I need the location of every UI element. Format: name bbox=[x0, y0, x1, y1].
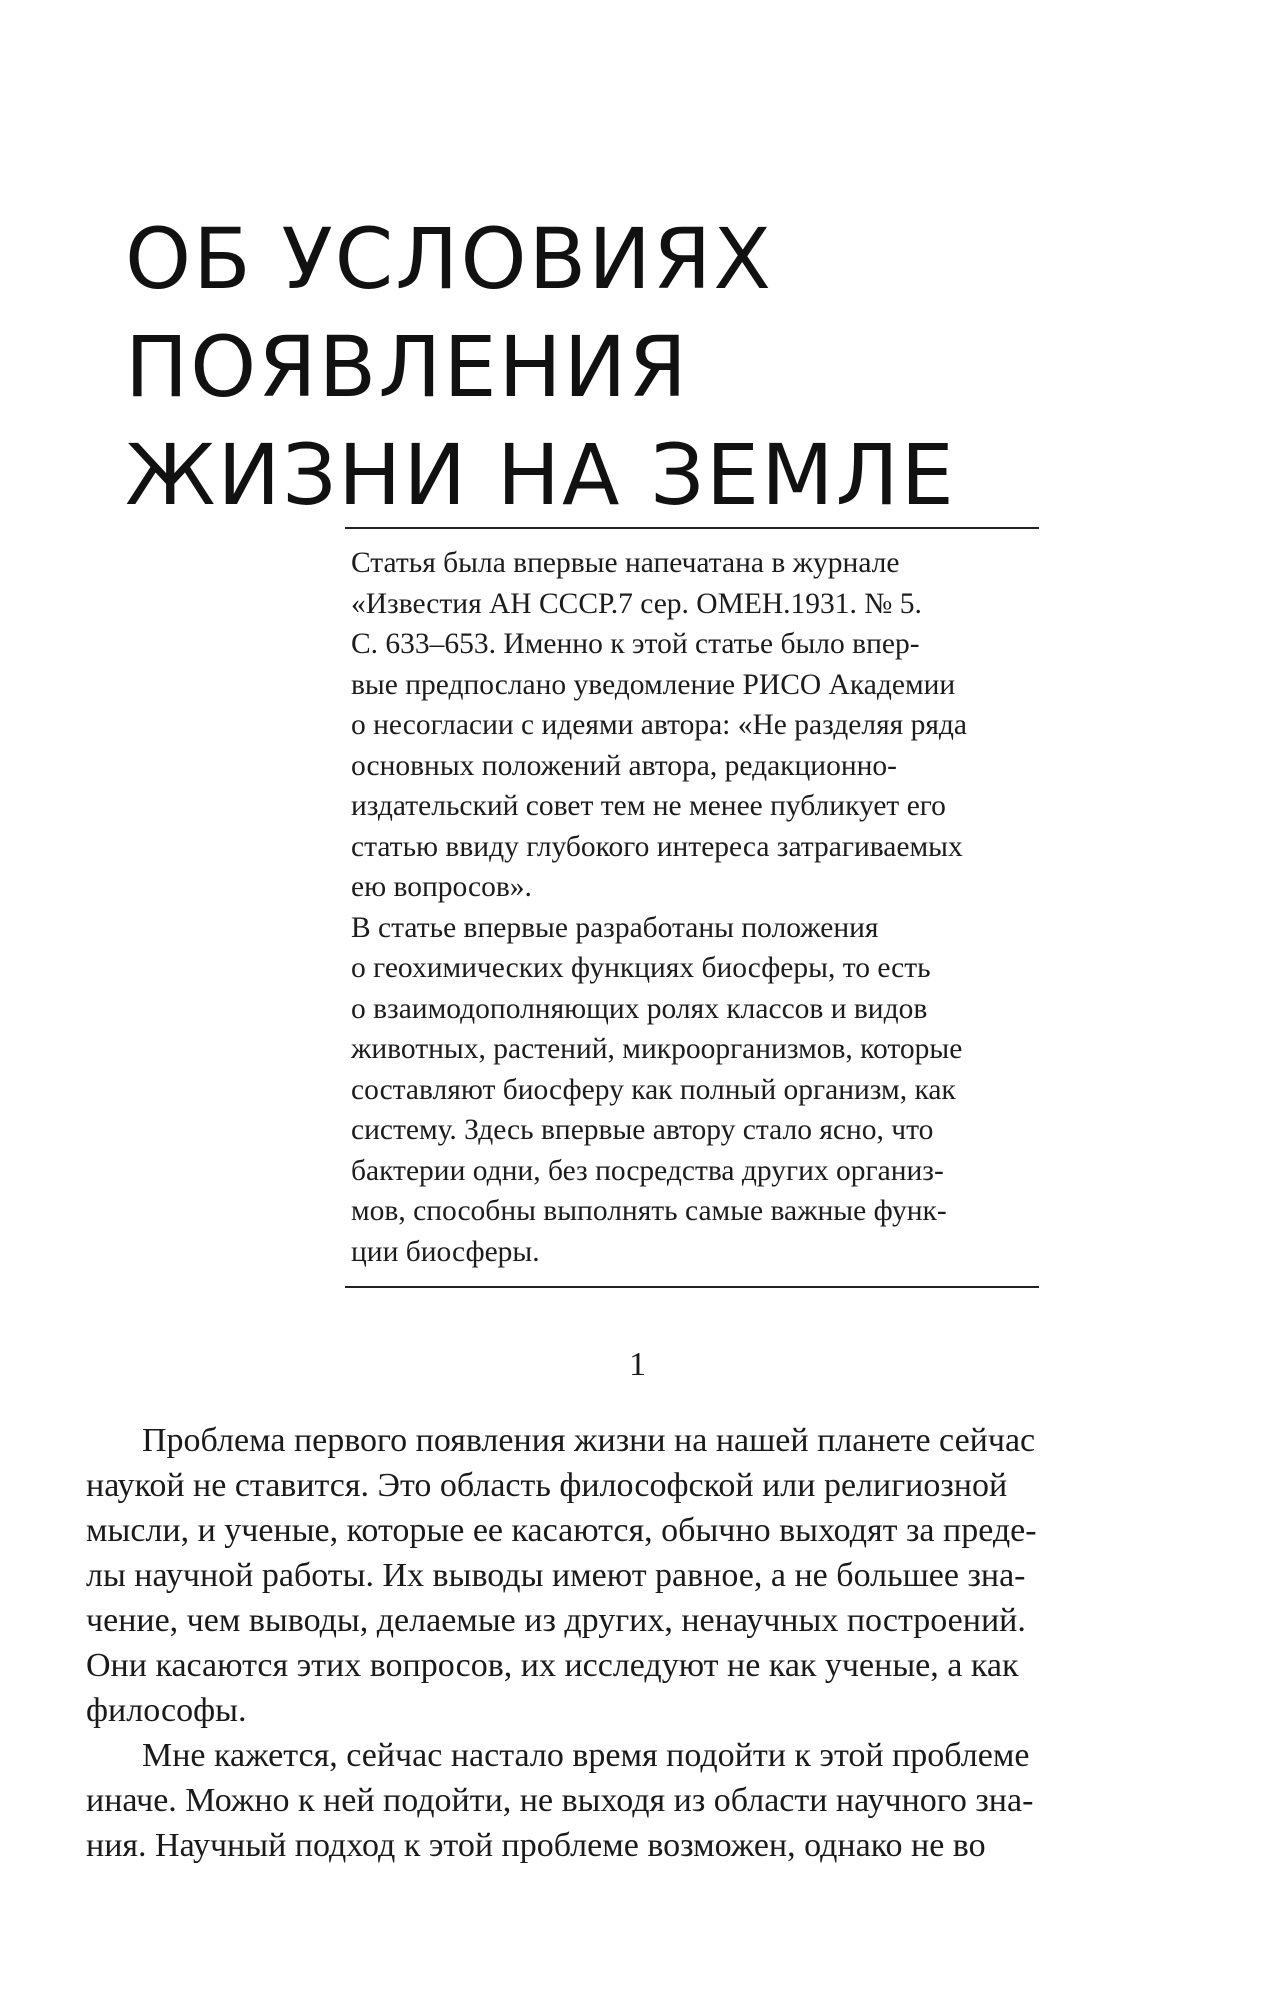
body-line: Проблема первого появления жизни на нашей планете сейчас bbox=[142, 1422, 1036, 1459]
editorial-note bbox=[345, 527, 1039, 1288]
body-line: мысли, и ученые, которые ее касаются, обычно выходят за преде- bbox=[86, 1512, 1037, 1549]
note-line: вые предпослано уведомление РИСО Академии bbox=[351, 668, 956, 701]
note-line: С. 633–653. Именно к этой статье было впер- bbox=[351, 628, 920, 660]
body-line: лы научной работы. Их выводы имеют равное, а не большее зна- bbox=[86, 1557, 1026, 1594]
note-line: основных положений автора, редакционно- bbox=[351, 749, 897, 782]
note-line: составляют биосферу как полный организм, как bbox=[351, 1073, 956, 1106]
body-line: Они касаются этих вопросов, их исследуют не как ученые, а как bbox=[86, 1647, 1019, 1684]
note-line: ции биосферы. bbox=[351, 1235, 540, 1268]
body-text bbox=[86, 1418, 1136, 1868]
body-line: иначе. Можно к ней подойти, не выходя из области научного зна- bbox=[86, 1782, 1034, 1819]
note-line: о геохимических функциях биосферы, то есть bbox=[351, 952, 931, 984]
body-line: Мне кажется, сейчас настало время подойти к этой проблеме bbox=[142, 1737, 1030, 1774]
note-bottom-rule bbox=[345, 1286, 1039, 1288]
chapter-title-line-1: ОБ УСЛОВИЯХ ПОЯВЛЕНИЯ bbox=[125, 210, 773, 416]
note-line: о несогласии с идеями автора: «Не разделяя ряда bbox=[351, 709, 967, 741]
body-line: чение, чем выводы, делаемые из других, ненаучных построений. bbox=[86, 1602, 1026, 1639]
note-line: издательский совет тем не менее публикует его bbox=[351, 790, 946, 822]
note-line: систему. Здесь впервые автору стало ясно, что bbox=[351, 1114, 934, 1146]
note-line: о взаимодополняющих ролях классов и видов bbox=[351, 992, 928, 1025]
note-line: бактерии одни, без посредства других организ- bbox=[351, 1154, 944, 1187]
note-line: животных, растений, микроорганизмов, которые bbox=[351, 1033, 963, 1065]
body-line: философы. bbox=[86, 1692, 247, 1729]
note-line: ею вопросов». bbox=[351, 871, 532, 903]
chapter-title-line-2: ЖИЗНИ НА ЗЕМЛЕ bbox=[125, 426, 956, 524]
note-line: В статье впервые разработаны положения bbox=[351, 911, 879, 944]
note-line: статью ввиду глубокого интереса затрагиваемых bbox=[351, 830, 963, 863]
body-line: ния. Научный подход к этой проблеме возможен, однако не во bbox=[86, 1827, 986, 1864]
note-body bbox=[345, 529, 1039, 1286]
section-number: 1 bbox=[629, 1346, 646, 1383]
chapter-title bbox=[125, 205, 1125, 529]
note-line: Статья была впервые напечатана в журнале bbox=[351, 547, 900, 579]
body-line: наукой не ставится. Это область философской или религиозной bbox=[86, 1467, 1008, 1504]
note-line: «Известия АН СССР.7 сер. ОМЕН.1931. № 5. bbox=[351, 587, 922, 620]
note-line: мов, способны выполнять самые важные функ- bbox=[351, 1195, 947, 1227]
